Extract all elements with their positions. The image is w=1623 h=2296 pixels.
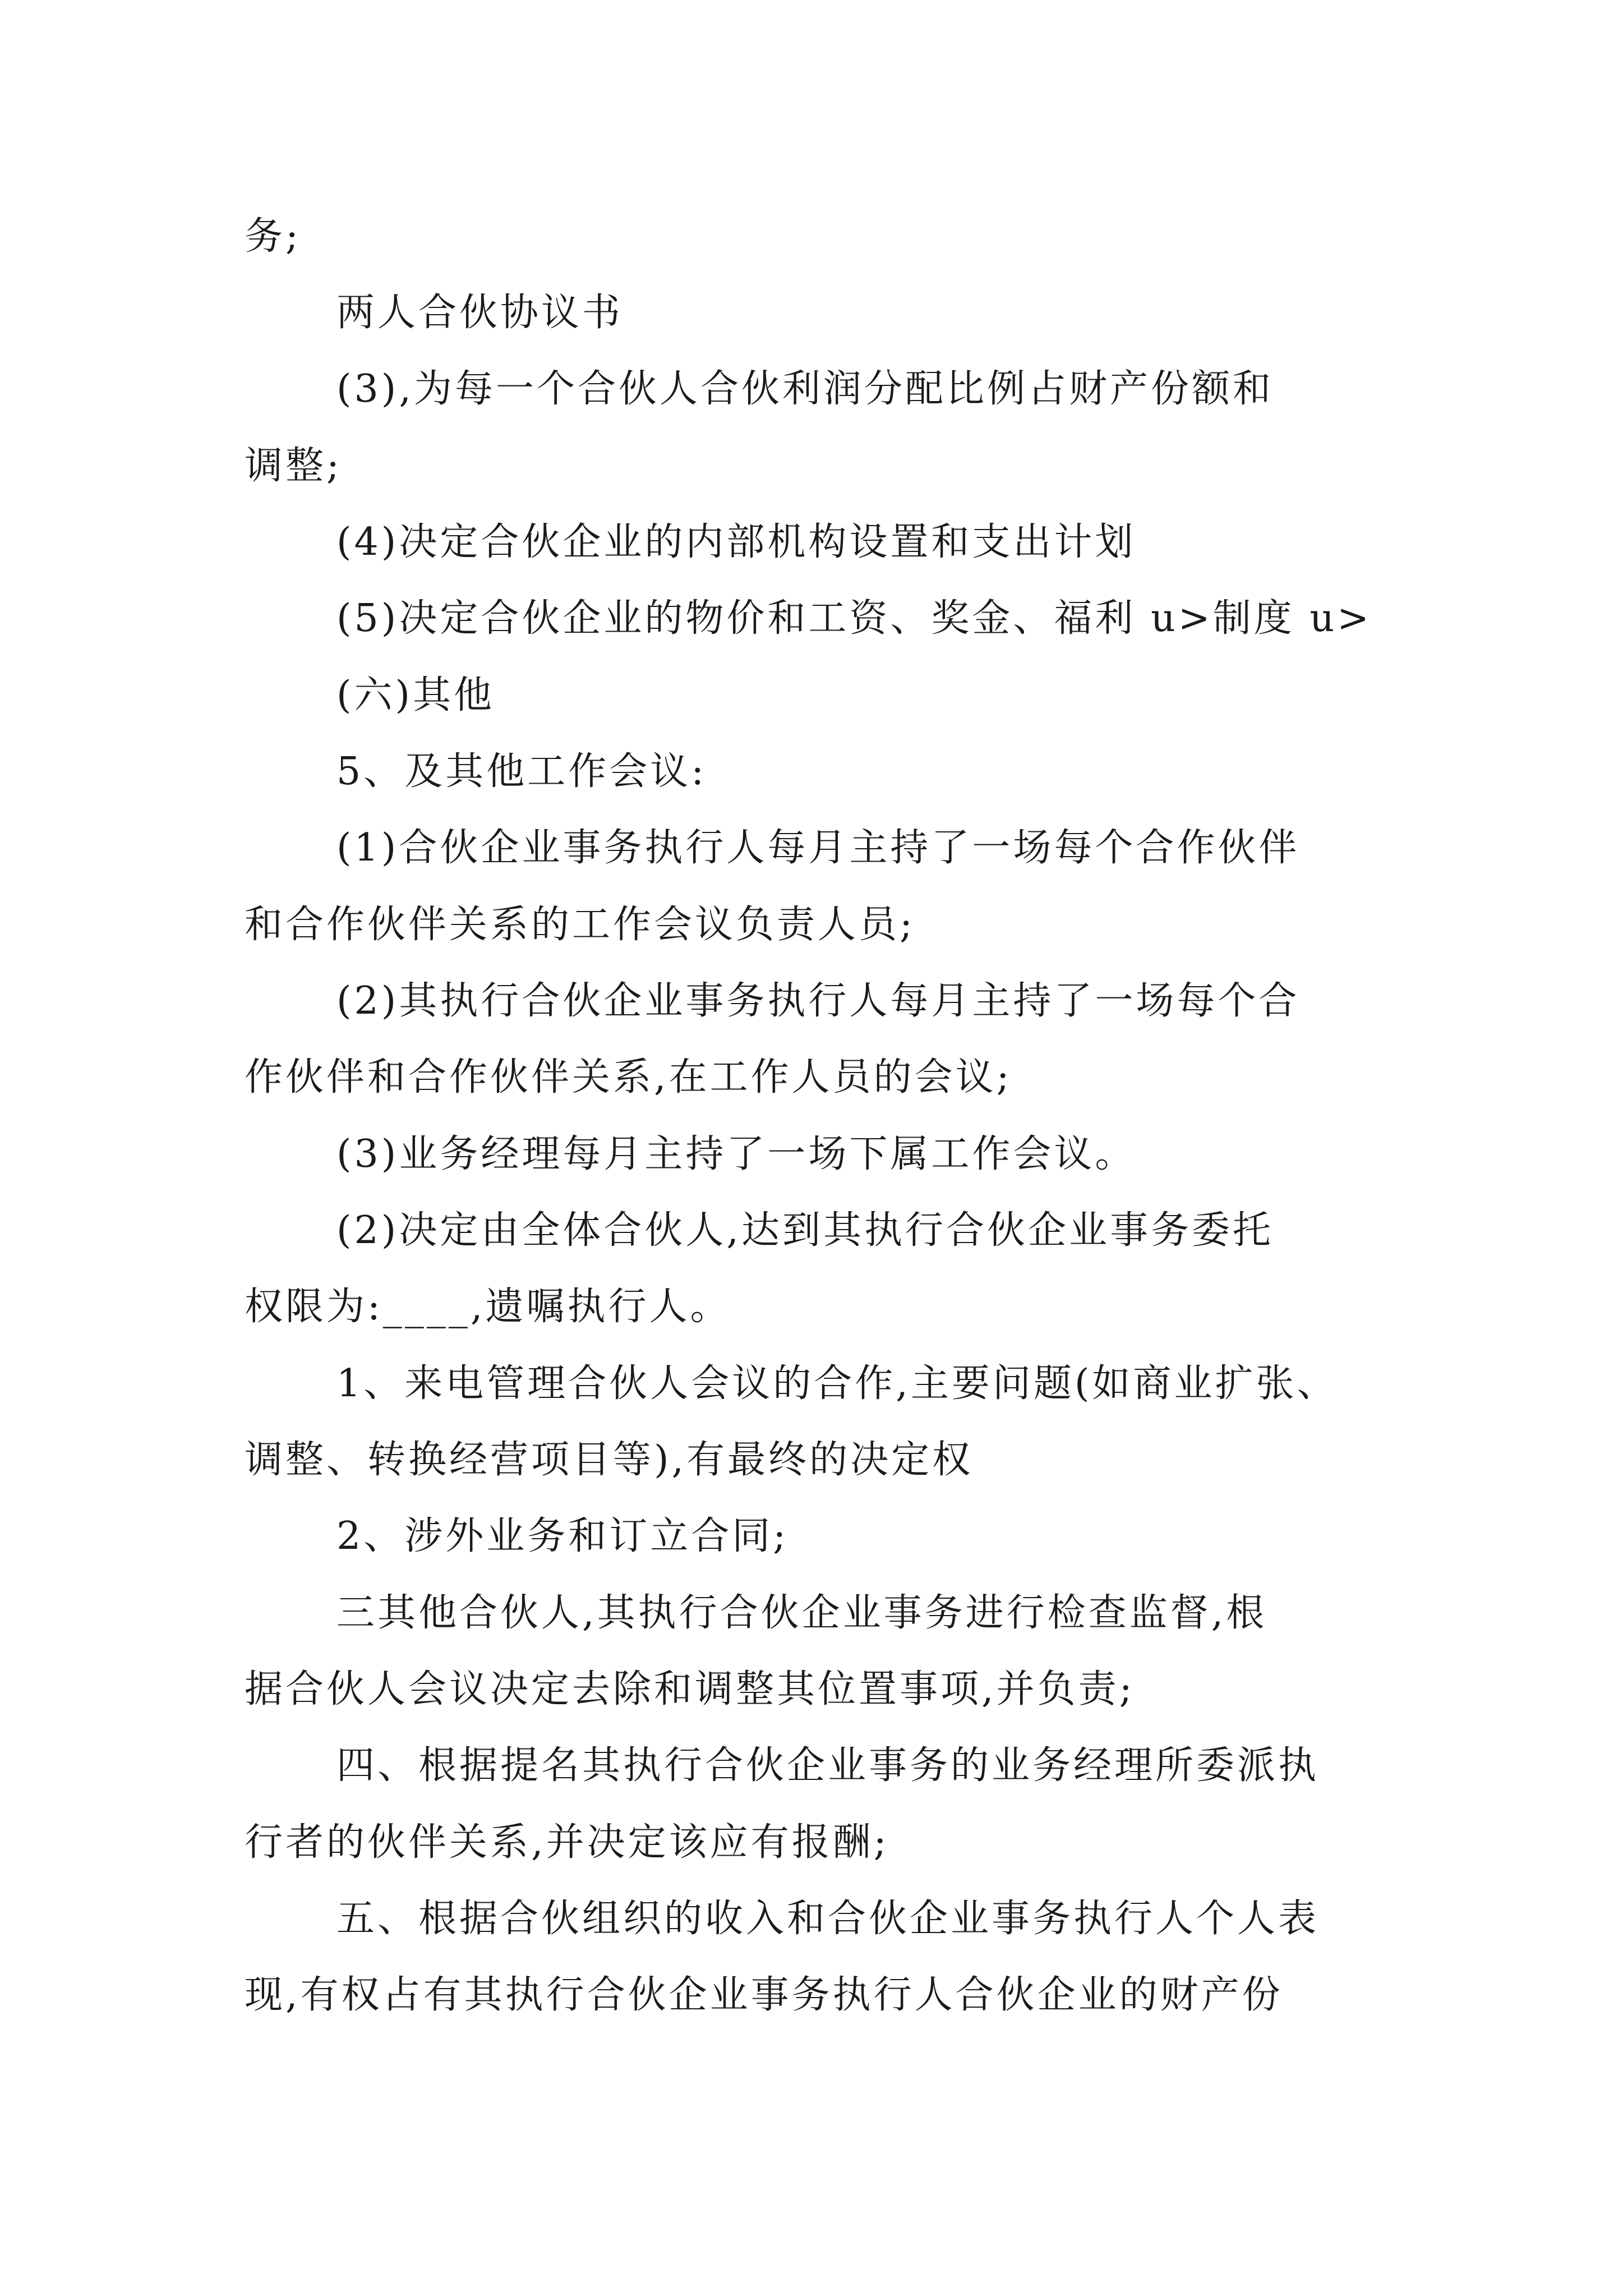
text-line: 权限为:____,遗嘱执行人。	[245, 1285, 731, 1329]
text-line: (3)业务经理每月主持了一场下属工作会议。	[336, 1132, 1136, 1176]
text-line: (1)合伙企业事务执行人每月主持了一场每个合作伙伴	[336, 826, 1300, 870]
text-line: 两人合伙协议书	[336, 291, 624, 335]
text-line: 四、根据提名其执行合伙企业事务的业务经理所委派执	[336, 1743, 1320, 1788]
text-line: 行者的伙伴关系,并决定该应有报酬;	[245, 1820, 889, 1865]
text-line: 2、涉外业务和订立合同;	[336, 1514, 789, 1558]
text-line: 三其他合伙人,其执行合伙企业事务进行检查监督,根	[336, 1591, 1267, 1635]
text-line: 1、来电管理合伙人会议的合作,主要问题(如商业扩张、	[336, 1361, 1338, 1406]
text-line: 和合作伙伴关系的工作会议负责人员;	[245, 903, 915, 947]
text-line: (5)决定合伙企业的物价和工资、奖金、福利 u>制度 u>	[336, 596, 1372, 641]
text-line: (2)其执行合伙企业事务执行人每月主持了一场每个合	[336, 979, 1300, 1023]
text-line: (4)决定合伙企业的内部机构设置和支出计划	[336, 520, 1136, 564]
text-line: (2)决定由全体合伙人,达到其执行合伙企业事务委托	[336, 1208, 1274, 1253]
text-line: (3),为每一个合伙人合伙利润分配比例占财产份额和	[336, 367, 1274, 411]
text-line: (六)其他	[336, 673, 495, 717]
text-line: 据合伙人会议决定去除和调整其位置事项,并负责;	[245, 1667, 1135, 1711]
text-line: 调整;	[245, 444, 342, 488]
text-line: 作伙伴和合作伙伴关系,在工作人员的会议;	[245, 1055, 1012, 1099]
text-line: 五、根据合伙组织的收入和合伙企业事务执行人个人表	[336, 1897, 1320, 1941]
text-line: 调整、转换经营项目等),有最终的决定权	[245, 1438, 974, 1482]
text-line: 现,有权占有其执行合伙企业事务执行人合伙企业的财产份	[245, 1973, 1283, 2017]
text-line: 务;	[245, 214, 301, 259]
text-line: 5、及其他工作会议:	[336, 749, 707, 794]
